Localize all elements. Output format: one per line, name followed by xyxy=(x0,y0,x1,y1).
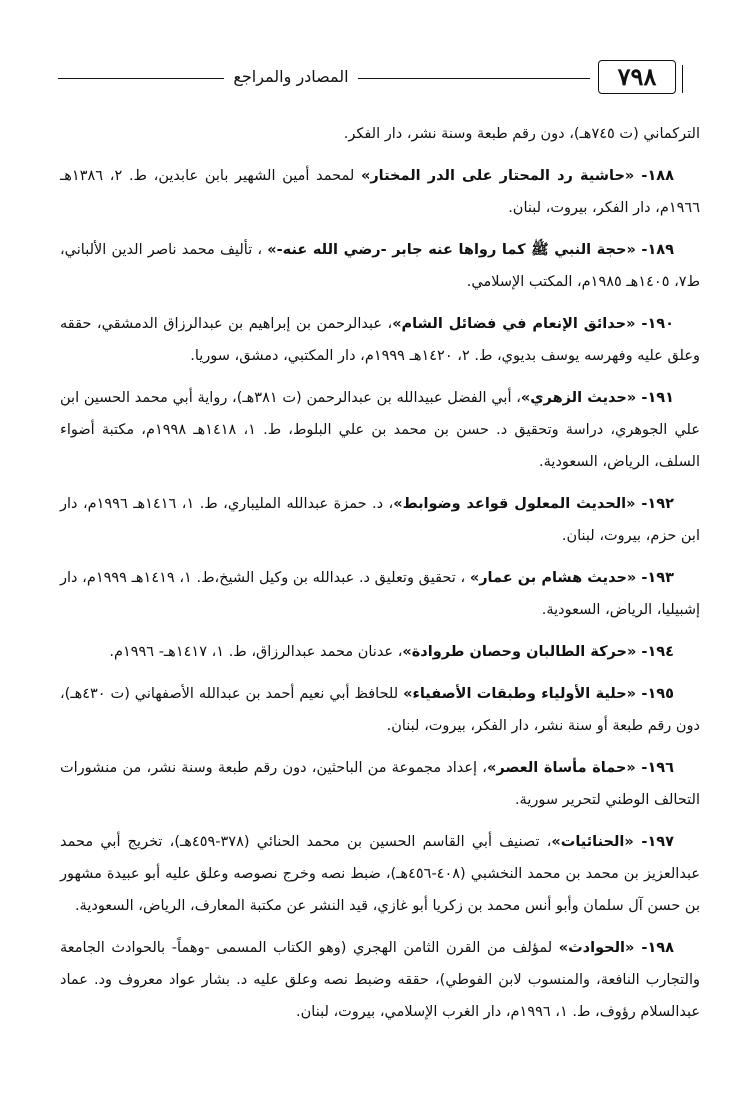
entry-details: ، عدنان محمد عبدالرزاق، ط. ١، ١٤١٧هـ- ١٩٩٦م. xyxy=(109,644,403,660)
entry-details: ، د. حمزة عبدالله المليباري، ط. ١، ١٤١٦هـ ١٩٩٦م، دار ابن حزم، بيروت، لبنان. xyxy=(60,496,700,544)
header-rule-middle xyxy=(358,78,590,79)
entry-title: «حجة النبي ﷺ كما رواها عنه جابر -رضي الله عنه-» xyxy=(267,242,636,258)
entry-title: «حديث الزهري» xyxy=(520,390,637,406)
entry-title: «حركة الطالبان وحصان طروادة» xyxy=(402,644,637,660)
entry-number: ١٨٩- xyxy=(635,242,674,258)
entry-title: «الحديث المعلول قواعد وضوابط» xyxy=(393,496,636,512)
page-number: ٧٩٨ xyxy=(598,60,676,94)
entry-details: ، تصنيف أبي القاسم الحسين بن محمد الحنائي (٣٧٨-٤٥٩هـ)، تخريج أبي محمد عبدالعزيز بن محمد بن محمد النخشبي (٤٠٨-٤٥٦هـ)، ضبط نصه وخرج نصوصه وعلق عليه أبو عبيدة مشهور بن حسن آل سلمان وأبو أنس محمد بن زكريا أبو غازي، قيد النشر عن مكتبة المعارف، الرياض، السعودية. xyxy=(60,834,700,914)
entry-details: ، تحقيق وتعليق د. عبدالله بن وكيل الشيخ،ط. ١، ١٤١٩هـ ١٩٩٩م، دار إشبيليا، الرياض، السعودية. xyxy=(60,570,700,618)
entry-title: «حدائق الإنعام في فضائل الشام» xyxy=(392,316,636,332)
entry-number: ١٩٧- xyxy=(633,834,674,850)
entry-title: «الحوادث» xyxy=(558,940,635,956)
entry-title: «حديث هشام بن عمار» xyxy=(469,570,637,586)
entry-title: «حماة مأساة العصر» xyxy=(486,760,636,776)
reference-entry-195 xyxy=(60,678,700,742)
entry-title: «الحنائيات» xyxy=(551,834,634,850)
entry-details: ، تأليف محمد ناصر الدين الألباني، ط٧، ١٤٠٥هـ ١٩٨٥م، المكتب الإسلامي. xyxy=(60,242,700,290)
reference-entry-194 xyxy=(60,636,700,668)
entry-number: ١٩٢- xyxy=(635,496,674,512)
entry-number: ١٨٨- xyxy=(634,168,674,184)
entry-details: ، عبدالرحمن بن إبراهيم بن عبدالرزاق الدمشقي، حققه وعلق عليه وفهرسه يوسف بديوي، ط. ٢، ١٤٢٠هـ ١٩٩٩م، دار المكتبي، دمشق، سوريا. xyxy=(60,316,700,364)
entry-details: التركماني (ت ٧٤٥هـ)، دون رقم طبعة وسنة نشر، دار الفكر. xyxy=(343,126,700,142)
reference-entry-191 xyxy=(60,382,700,478)
reference-entry-193 xyxy=(60,562,700,626)
entry-number: ١٩١- xyxy=(636,390,674,406)
entry-number: ١٩٥- xyxy=(636,686,674,702)
entry-number: ١٩٦- xyxy=(635,760,674,776)
entry-details: ، إعداد مجموعة من الباحثين، دون رقم طبعة وسنة نشر، من منشورات التحالف الوطني لتحرير سورية. xyxy=(60,760,700,808)
reference-entry-197 xyxy=(60,826,700,922)
entry-details: للحافظ أبي نعيم أحمد بن عبدالله الأصفهاني (ت ٤٣٠هـ)، دون رقم طبعة أو سنة نشر، دار الفكر، بيروت، لبنان. xyxy=(60,686,700,734)
entry-number: ١٩٨- xyxy=(634,940,674,956)
reference-entry-continuation xyxy=(60,118,700,150)
entry-title: «حاشية رد المحتار على الدر المختار» xyxy=(360,168,635,184)
reference-entry-188 xyxy=(60,160,700,224)
reference-entry-198 xyxy=(60,932,700,1028)
entry-title: «حلية الأولياء وطبقات الأصفياء» xyxy=(403,686,637,702)
reference-entry-192 xyxy=(60,488,700,552)
entry-number: ١٩٠- xyxy=(635,316,674,332)
reference-entry-189 xyxy=(60,234,700,298)
header-rule-left xyxy=(58,78,224,79)
references-list xyxy=(60,118,700,1038)
page-header xyxy=(58,60,710,96)
running-title: المصادر والمراجع xyxy=(233,67,349,86)
reference-entry-196 xyxy=(60,752,700,816)
entry-details: لمحمد أمين الشهير بابن عابدين، ط. ٢، ١٣٨٦هـ ١٩٦٦م، دار الفكر، بيروت، لبنان. xyxy=(60,168,700,216)
reference-entry-190 xyxy=(60,308,700,372)
entry-details: ، أبي الفضل عبيدالله بن عبدالرحمن (ت ٣٨١هـ)، رواية أبي محمد الحسين ابن علي الجوهري، دراسة وتحقيق د. حسن بن محمد بن علي البلوط، ط. ١، ١٤١٨هـ ١٩٩٨م، مكتبة أضواء السلف، الرياض، السعودية. xyxy=(60,390,700,470)
entry-details: لمؤلف من القرن الثامن الهجري (وهو الكتاب المسمى -وهماً- بالحوادث الجامعة والتجارب النافعة، والمنسوب لابن الفوطي)، حققه وضبط نصه وعلق عليه د. بشار عواد معروف ود. عماد عبدالسلام رؤوف، ط. ١، ١٩٩٦م، دار الغرب الإسلامي، بيروت، لبنان. xyxy=(60,940,700,1020)
entry-number: ١٩٤- xyxy=(636,644,674,660)
entry-number: ١٩٣- xyxy=(636,570,674,586)
